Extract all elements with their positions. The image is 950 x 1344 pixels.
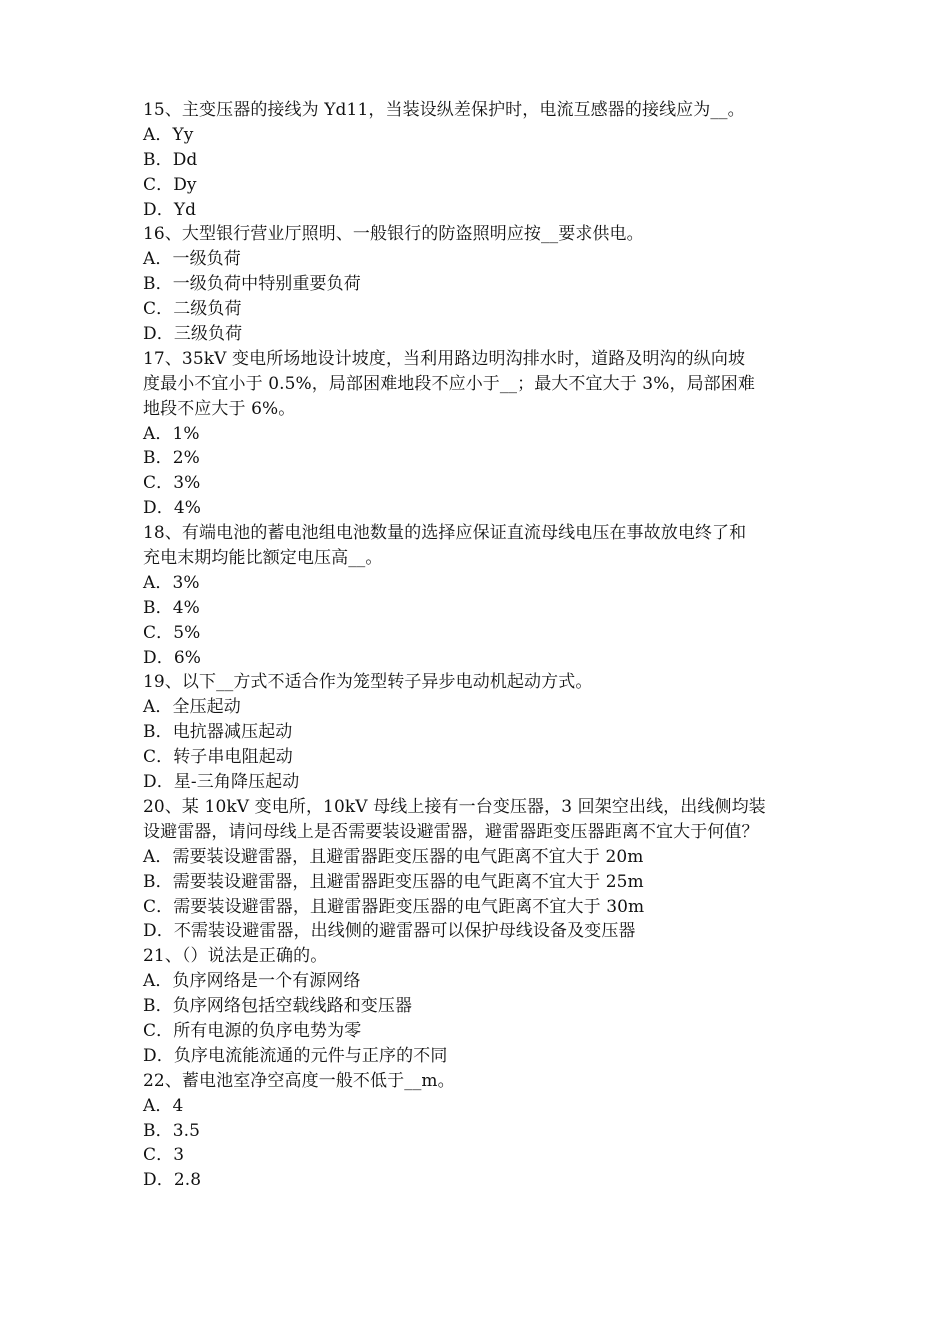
option-d: D．Yd	[143, 199, 197, 220]
option-c: C．转子串电阻起动	[143, 747, 293, 768]
question-stem-line-3: 地段不应大于 6%。	[143, 398, 296, 419]
option-d: D．2.8	[143, 1170, 202, 1191]
question-18	[143, 521, 823, 670]
option-a: A．1%	[143, 423, 200, 444]
option-a: A．3%	[143, 572, 200, 593]
option-c: C．3%	[143, 473, 201, 494]
option-b: B．电抗器减压起动	[143, 722, 293, 743]
option-c: C．Dy	[143, 174, 197, 195]
option-b: B．一级负荷中特别重要负荷	[143, 274, 361, 295]
question-19	[143, 670, 823, 794]
option-d: D．不需装设避雷器，出线侧的避雷器可以保护母线设备及变压器	[143, 921, 636, 942]
question-stem-line-2: 度最小不宜小于 0.5%，局部困难地段不应小于__；最大不宜大于 3%，局部困难	[143, 373, 755, 394]
option-b: B．需要装设避雷器，且避雷器距变压器的电气距离不宜大于 25m	[143, 871, 644, 892]
option-a: A．一级负荷	[143, 249, 241, 270]
option-d: D．三级负荷	[143, 324, 243, 345]
option-c: C．所有电源的负序电势为零	[143, 1020, 362, 1041]
question-stem: 16、大型银行营业厅照明、一般银行的防盗照明应按__要求供电。	[143, 224, 644, 245]
option-a: A．负序网络是一个有源网络	[143, 971, 361, 992]
option-b: B．Dd	[143, 149, 198, 170]
question-stem: 15、主变压器的接线为 Yd11，当装设纵差保护时，电流互感器的接线应为__。	[143, 100, 745, 120]
option-d: D．4%	[143, 498, 201, 519]
question-stem-line-1: 20、某 10kV 变电所，10kV 母线上接有一台变压器，3 回架空出线，出线侧均装	[143, 796, 766, 817]
question-15	[143, 98, 823, 222]
question-stem: 19、以下__方式不适合作为笼型转子异步电动机起动方式。	[143, 672, 593, 693]
question-stem-line-1: 17、35kV 变电所场地设计坡度，当利用路边明沟排水时，道路及明沟的纵向坡	[143, 348, 746, 369]
option-c: C．需要装设避雷器，且避雷器距变压器的电气距离不宜大于 30m	[143, 896, 645, 917]
option-d: D．负序电流能流通的元件与正序的不同	[143, 1045, 448, 1066]
option-b: B．3.5	[143, 1120, 201, 1141]
question-16	[143, 222, 823, 346]
option-c: C．3	[143, 1145, 185, 1166]
question-stem-line-2: 设避雷器，请问母线上是否需要装设避雷器，避雷器距变压器距离不宜大于何值？	[143, 821, 759, 842]
question-21	[143, 944, 823, 1068]
option-d: D．星-三角降压起动	[143, 772, 300, 793]
option-b: B．2%	[143, 448, 200, 469]
question-20	[143, 795, 823, 944]
question-stem-line-2: 充电末期均能比额定电压高__。	[143, 548, 383, 569]
question-stem-line-1: 18、有端电池的蓄电池组电池数量的选择应保证直流母线电压在事故放电终了和	[143, 523, 747, 544]
question-17	[143, 347, 823, 521]
option-c: C．5%	[143, 622, 201, 643]
option-c: C．二级负荷	[143, 299, 242, 320]
option-b: B．4%	[143, 597, 200, 618]
option-a: A．Yy	[143, 124, 194, 145]
option-b: B．负序网络包括空载线路和变压器	[143, 996, 413, 1017]
question-22	[143, 1069, 823, 1193]
document-page	[143, 98, 823, 1193]
question-stem: 22、蓄电池室净空高度一般不低于__m。	[143, 1070, 455, 1091]
option-a: A．需要装设避雷器，且避雷器距变压器的电气距离不宜大于 20m	[143, 846, 644, 867]
option-a: A．全压起动	[143, 697, 241, 718]
option-d: D．6%	[143, 647, 201, 668]
option-a: A．4	[143, 1095, 184, 1116]
question-stem: 21、（）说法是正确的。	[143, 946, 328, 967]
